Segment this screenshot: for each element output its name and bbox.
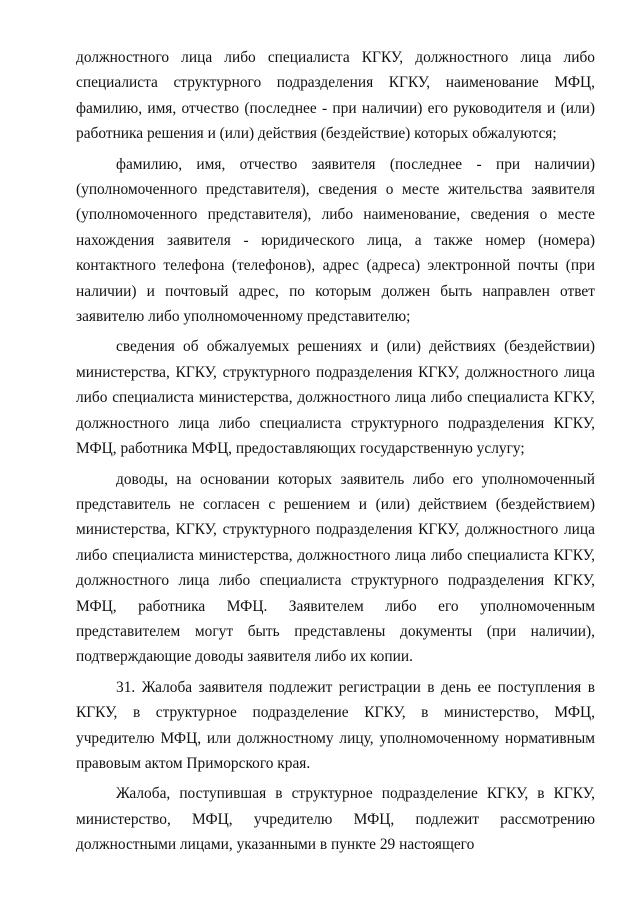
paragraph-complaint-review: Жалоба, поступившая в структурное подразделение КГКУ, в КГКУ, министерство, МФЦ, учредителю МФЦ, подлежит рассмотрению должностными лицами, указанными в пункте 29 настоящего <box>76 785 595 854</box>
paragraph-applicant-name: фамилию, имя, отчество заявителя (последнее - при наличии) (уполномоченного представителя), сведения о месте жительства заявителя (уполномоченного представителя), либо наименование, сведения о месте нахождения заявителя - юридического лица, а также номер (номера) контактного телефона (телефонов), адрес (адреса) электронной почты (при наличии) и почтовый адрес, по которым должен быть направлен ответ заявителю либо уполномоченному представителю; <box>76 155 595 326</box>
paragraph-item-31: 31. Жалоба заявителя подлежит регистрации в день ее поступления в КГКУ, в структурное подразделение КГКУ, в министерство, МФЦ, учредителю МФЦ, или должностному лицу, уполномоченному нормативным правовым актом Приморского края. <box>76 678 595 772</box>
paragraph-arguments: доводы, на основании которых заявитель либо его уполномоченный представитель не согласен с решением и (или) действием (бездействием) министерства, КГКУ, структурного подразделения КГКУ, должностного лица либо специалиста министерства, должностного лица либо специалиста КГКУ, должностного лица либо специалиста структурного подразделения КГКУ, МФЦ, работника МФЦ. Заявителем либо его уполномоченным представителем могут быть представлены документы (при наличии), подтверждающие доводы заявителя либо их копии. <box>76 470 595 666</box>
paragraph-appealed-decisions: сведения об обжалуемых решениях и (или) действиях (бездействии) министерства, КГКУ, структурного подразделения КГКУ, должностного лица либо специалиста министерства, должностного лица либо специалиста КГКУ, должностного лица либо специалиста структурного подразделения КГКУ, МФЦ, работника МФЦ, предоставляющих государственную услугу; <box>76 338 595 458</box>
paragraph-continuation: должностного лица либо специалиста КГКУ, должностного лица либо специалиста структурного подразделения КГКУ, наименование МФЦ, фамилию, имя, отчество (последнее - при наличии) его руководителя и (или) работника решения и (или) действия (бездействие) которых обжалуются; <box>76 49 595 143</box>
